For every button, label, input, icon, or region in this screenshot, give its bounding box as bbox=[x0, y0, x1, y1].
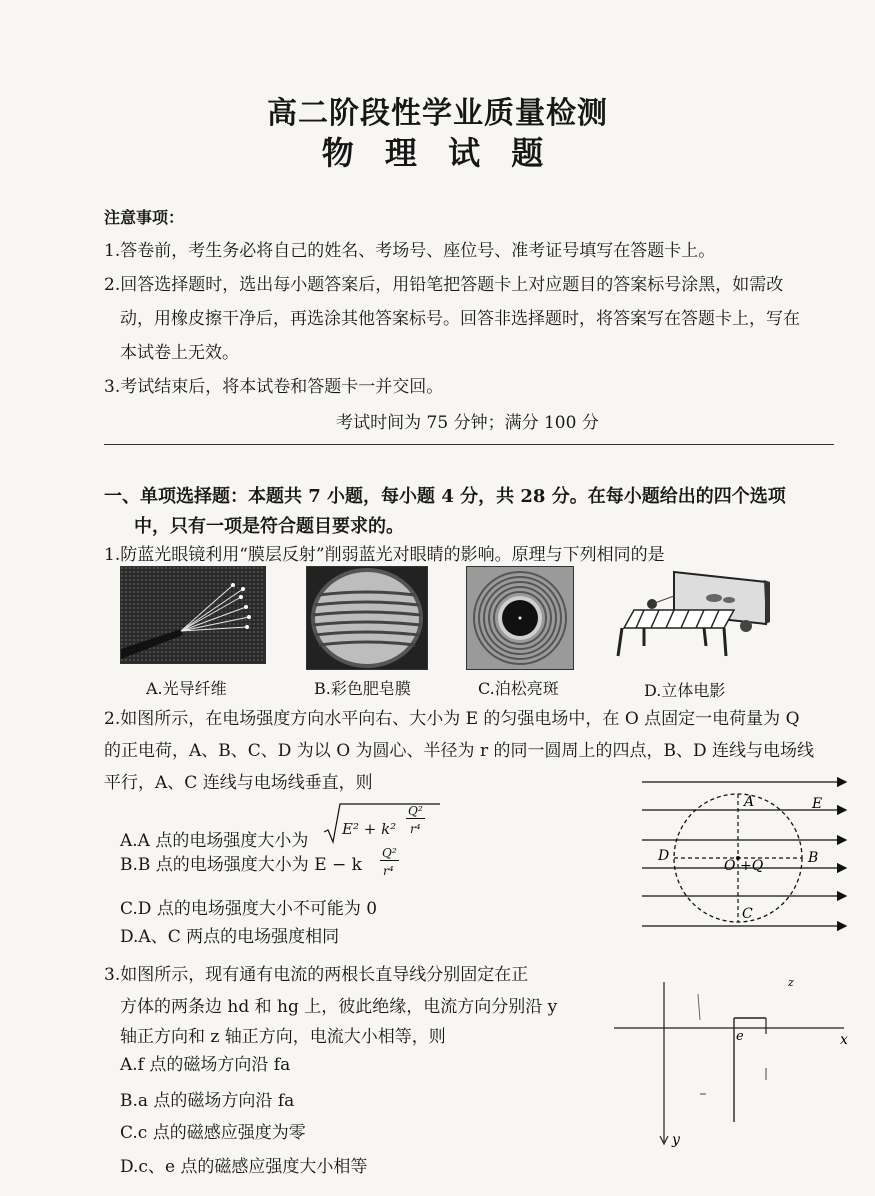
q2-option-a-formula bbox=[322, 802, 442, 846]
q3-option-c: C.c 点的磁感应强度为零 bbox=[120, 1123, 306, 1143]
q3-option-d: D.c、e 点的磁感应强度大小相等 bbox=[120, 1157, 368, 1177]
exam-title: 物 理 试 题 bbox=[321, 134, 554, 172]
fiber-optic-image bbox=[120, 566, 266, 664]
q3-stem-line-3: 轴正方向和 z 轴正方向，电流大小相等，则 bbox=[120, 1027, 446, 1047]
label-o: O bbox=[724, 858, 736, 874]
q2-electric-field-figure bbox=[640, 772, 856, 940]
y-axis-label: y bbox=[672, 1132, 680, 1148]
q3-cube-wire-figure bbox=[608, 972, 854, 1152]
z-axis-label: z bbox=[788, 976, 794, 989]
q3-option-b: B.a 点的磁场方向沿 fa bbox=[120, 1091, 295, 1111]
x-axis-label: x bbox=[840, 1032, 848, 1048]
q2-option-a-numerator: Q² bbox=[408, 804, 423, 818]
q1-option-b: B.彩色肥皂膜 bbox=[314, 679, 411, 698]
poisson-spot-image bbox=[466, 566, 574, 670]
label-a: A bbox=[744, 794, 755, 810]
q2-option-b-denominator: r⁴ bbox=[383, 864, 394, 878]
label-b: B bbox=[808, 850, 819, 866]
label-d: D bbox=[658, 848, 670, 864]
q2-stem-line-1: 2.如图所示，在电场强度方向水平向右、大小为 E 的匀强电场中，在 O 点固定一电荷量为 Q bbox=[104, 709, 800, 729]
q1-option-a: A.光导纤维 bbox=[146, 679, 227, 698]
label-c: C bbox=[742, 906, 753, 922]
section1-heading-line-1: 一、单项选择题：本题共 7 小题，每小题 4 分，共 28 分。在每小题给出的四个选项 bbox=[104, 486, 786, 507]
q3-stem-line-2: 方体的两条边 hd 和 hg 上，彼此绝缘，电流方向分别沿 y bbox=[120, 997, 558, 1017]
q3-option-a: A.f 点的磁场方向沿 fa bbox=[120, 1055, 291, 1075]
q1-option-c: C.泊松亮斑 bbox=[478, 679, 559, 698]
q1-option-d: D.立体电影 bbox=[644, 681, 726, 700]
q1-stem: 1.防蓝光眼镜利用“膜层反射”削弱蓝光对眼睛的影响。原理与下列相同的是 bbox=[104, 545, 665, 565]
notice-item-3: 3.考试结束后，将本试卷和答题卡一并交回。 bbox=[104, 377, 444, 397]
notice-heading: 注意事项： bbox=[104, 208, 185, 227]
q2-option-a-radicand: E² + k² bbox=[342, 820, 397, 838]
q2-option-b-numerator: Q² bbox=[382, 846, 397, 860]
q2-stem-line-2: 的正电荷，A、B、C、D 为以 O 为圆心、半径为 r 的同一圆周上的四点，B、D 连线与电场线 bbox=[104, 741, 815, 761]
3d-movie-image bbox=[614, 566, 774, 670]
q2-option-a-denominator: r⁴ bbox=[410, 822, 421, 836]
label-e: E bbox=[812, 796, 823, 812]
exam-time-info: 考试时间为 75 分钟；满分 100 分 bbox=[336, 413, 599, 433]
q2-option-b-text: B.B 点的电场强度大小为 E − k bbox=[120, 855, 362, 875]
exam-subtitle: 高二阶段性学业质量检测 bbox=[267, 96, 608, 131]
q2-option-a bbox=[120, 826, 308, 851]
label-plus-q: +Q bbox=[740, 858, 764, 874]
q2-stem-line-3: 平行，A、C 连线与电场线垂直，则 bbox=[104, 773, 373, 793]
q3-stem-line-1: 3.如图所示，现有通有电流的两根长直导线分别固定在正 bbox=[104, 965, 529, 985]
notice-item-1: 1.答卷前，考生务必将自己的姓名、考场号、座位号、准考证号填写在答题卡上。 bbox=[104, 241, 716, 261]
section1-heading-line-2: 中，只有一项是符合题目要求的。 bbox=[134, 516, 404, 537]
point-e-label: e bbox=[736, 1029, 744, 1044]
notice-item-2-line-1: 2.回答选择题时，选出每小题答案后，用铅笔把答题卡上对应题目的答案标号涂黑，如需改 bbox=[104, 275, 784, 295]
notice-item-2-line-2: 动，用橡皮擦干净后，再选涂其他答案标号。回答非选择题时，将答案写在答题卡上，写在 bbox=[120, 309, 800, 329]
q2-option-a-text: A.A 点的电场强度大小为 bbox=[120, 831, 309, 851]
q2-option-c: C.D 点的电场强度大小不可能为 0 bbox=[120, 899, 378, 919]
notice-item-2-line-3: 本试卷上无效。 bbox=[120, 343, 239, 363]
separator-line bbox=[104, 444, 834, 445]
q2-option-d: D.A、C 两点的电场强度相同 bbox=[120, 927, 340, 947]
soap-film-image bbox=[306, 566, 428, 670]
q2-option-b bbox=[120, 850, 362, 875]
